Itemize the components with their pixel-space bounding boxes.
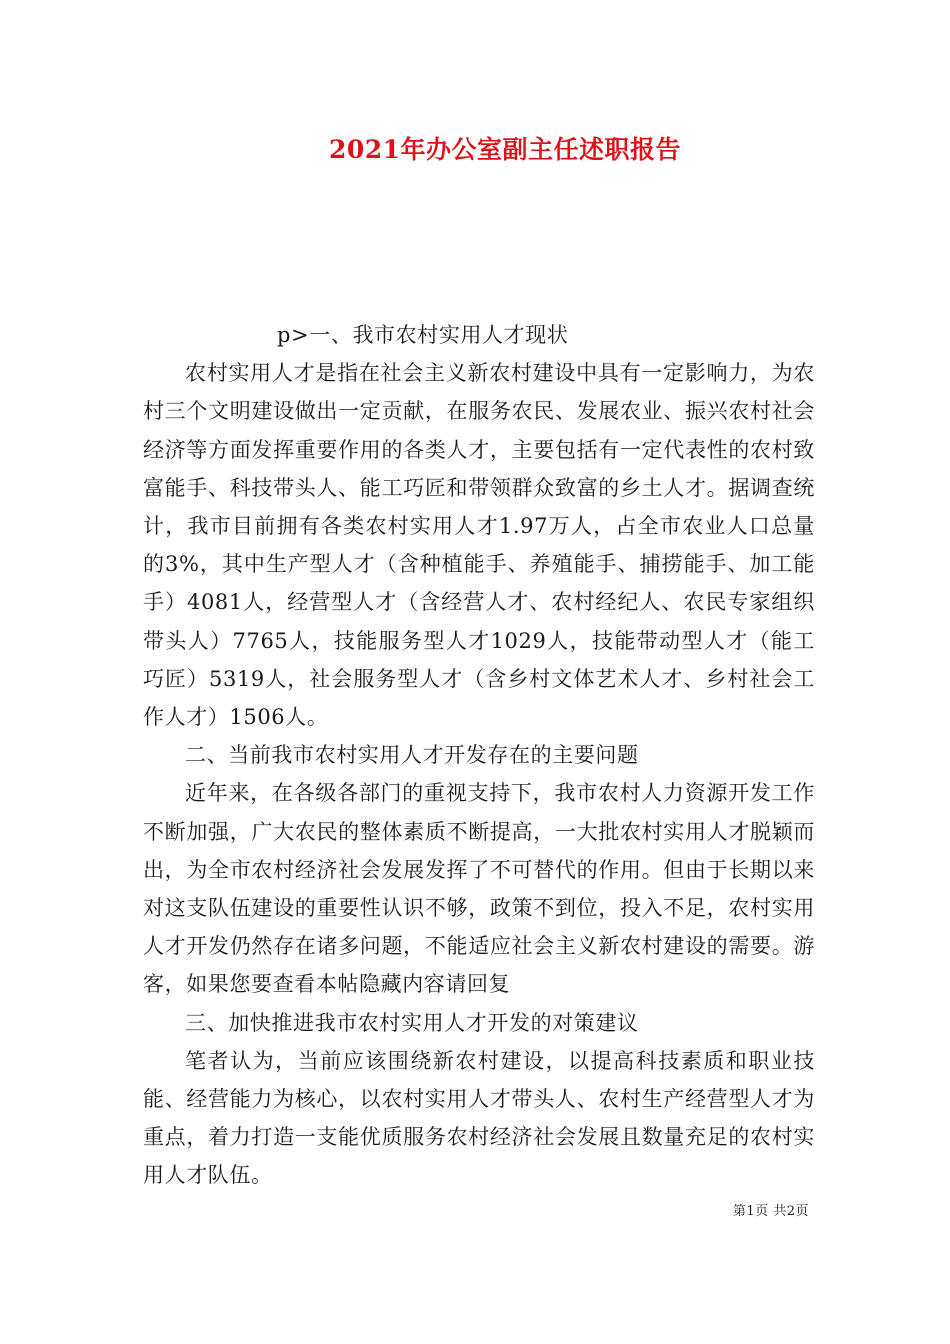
section-heading-1: p>一、我市农村实用人才现状 <box>277 323 569 347</box>
paragraph-2: 近年来，在各级各部门的重视支持下，我市农村人力资源开发工作不断加强，广大农民的整体素质不断提高，一大批农村实用人才脱颖而出，为全市农村经济社会发展发挥了不可替代的作用。但由于长期以来对这支队伍建设的重要性认识不够，政策不到位，投入不足，农村实用人才开发仍然存在诸多问题，不能适应社会主义新农村建设的需要。游客，如果您要查看本帖隐藏内容请回复 <box>143 781 815 997</box>
section-heading-2: 二、当前我市农村实用人才开发存在的主要问题 <box>185 743 639 768</box>
paragraph-3: 笔者认为，当前应该围绕新农村建设，以提高科技素质和职业技能、经营能力为核心，以农村实用人才带头人、农村生产经营型人才为重点，着力打造一支能优质服务农村经济社会发展且数量充足的农村实用人才队伍。 <box>143 1048 815 1188</box>
paragraph-1: 农村实用人才是指在社会主义新农村建设中具有一定影响力，为农村三个文明建设做出一定贡献，在服务农民、发展农业、振兴农村社会经济等方面发挥重要作用的各类人才，主要包括有一定代表性的农村致富能手、科技带头人、能工巧匠和带领群众致富的乡土人才。据调查统计，我市目前拥有各类农村实用人才1.97万人，占全市农业人口总量的3%，其中生产型人才（含种植能手、养殖能手、捕捞能手、加工能手）4081人，经营型人才（含经营人才、农村经纪人、农民专家组织带头人）7765人，技能服务型人才1029人，技能带动型人才（能工巧匠）5319人，社会服务型人才（含乡村文体艺术人才、乡村社会工作人才）1506人。 <box>143 361 815 730</box>
document-body <box>143 316 815 1195</box>
section-heading-3: 三、加快推进我市农村实用人才开发的对策建议 <box>185 1010 639 1035</box>
document-title: 2021年办公室副主任述职报告 <box>328 135 682 164</box>
page-number-footer: 第1页 共2页 <box>732 1204 809 1219</box>
